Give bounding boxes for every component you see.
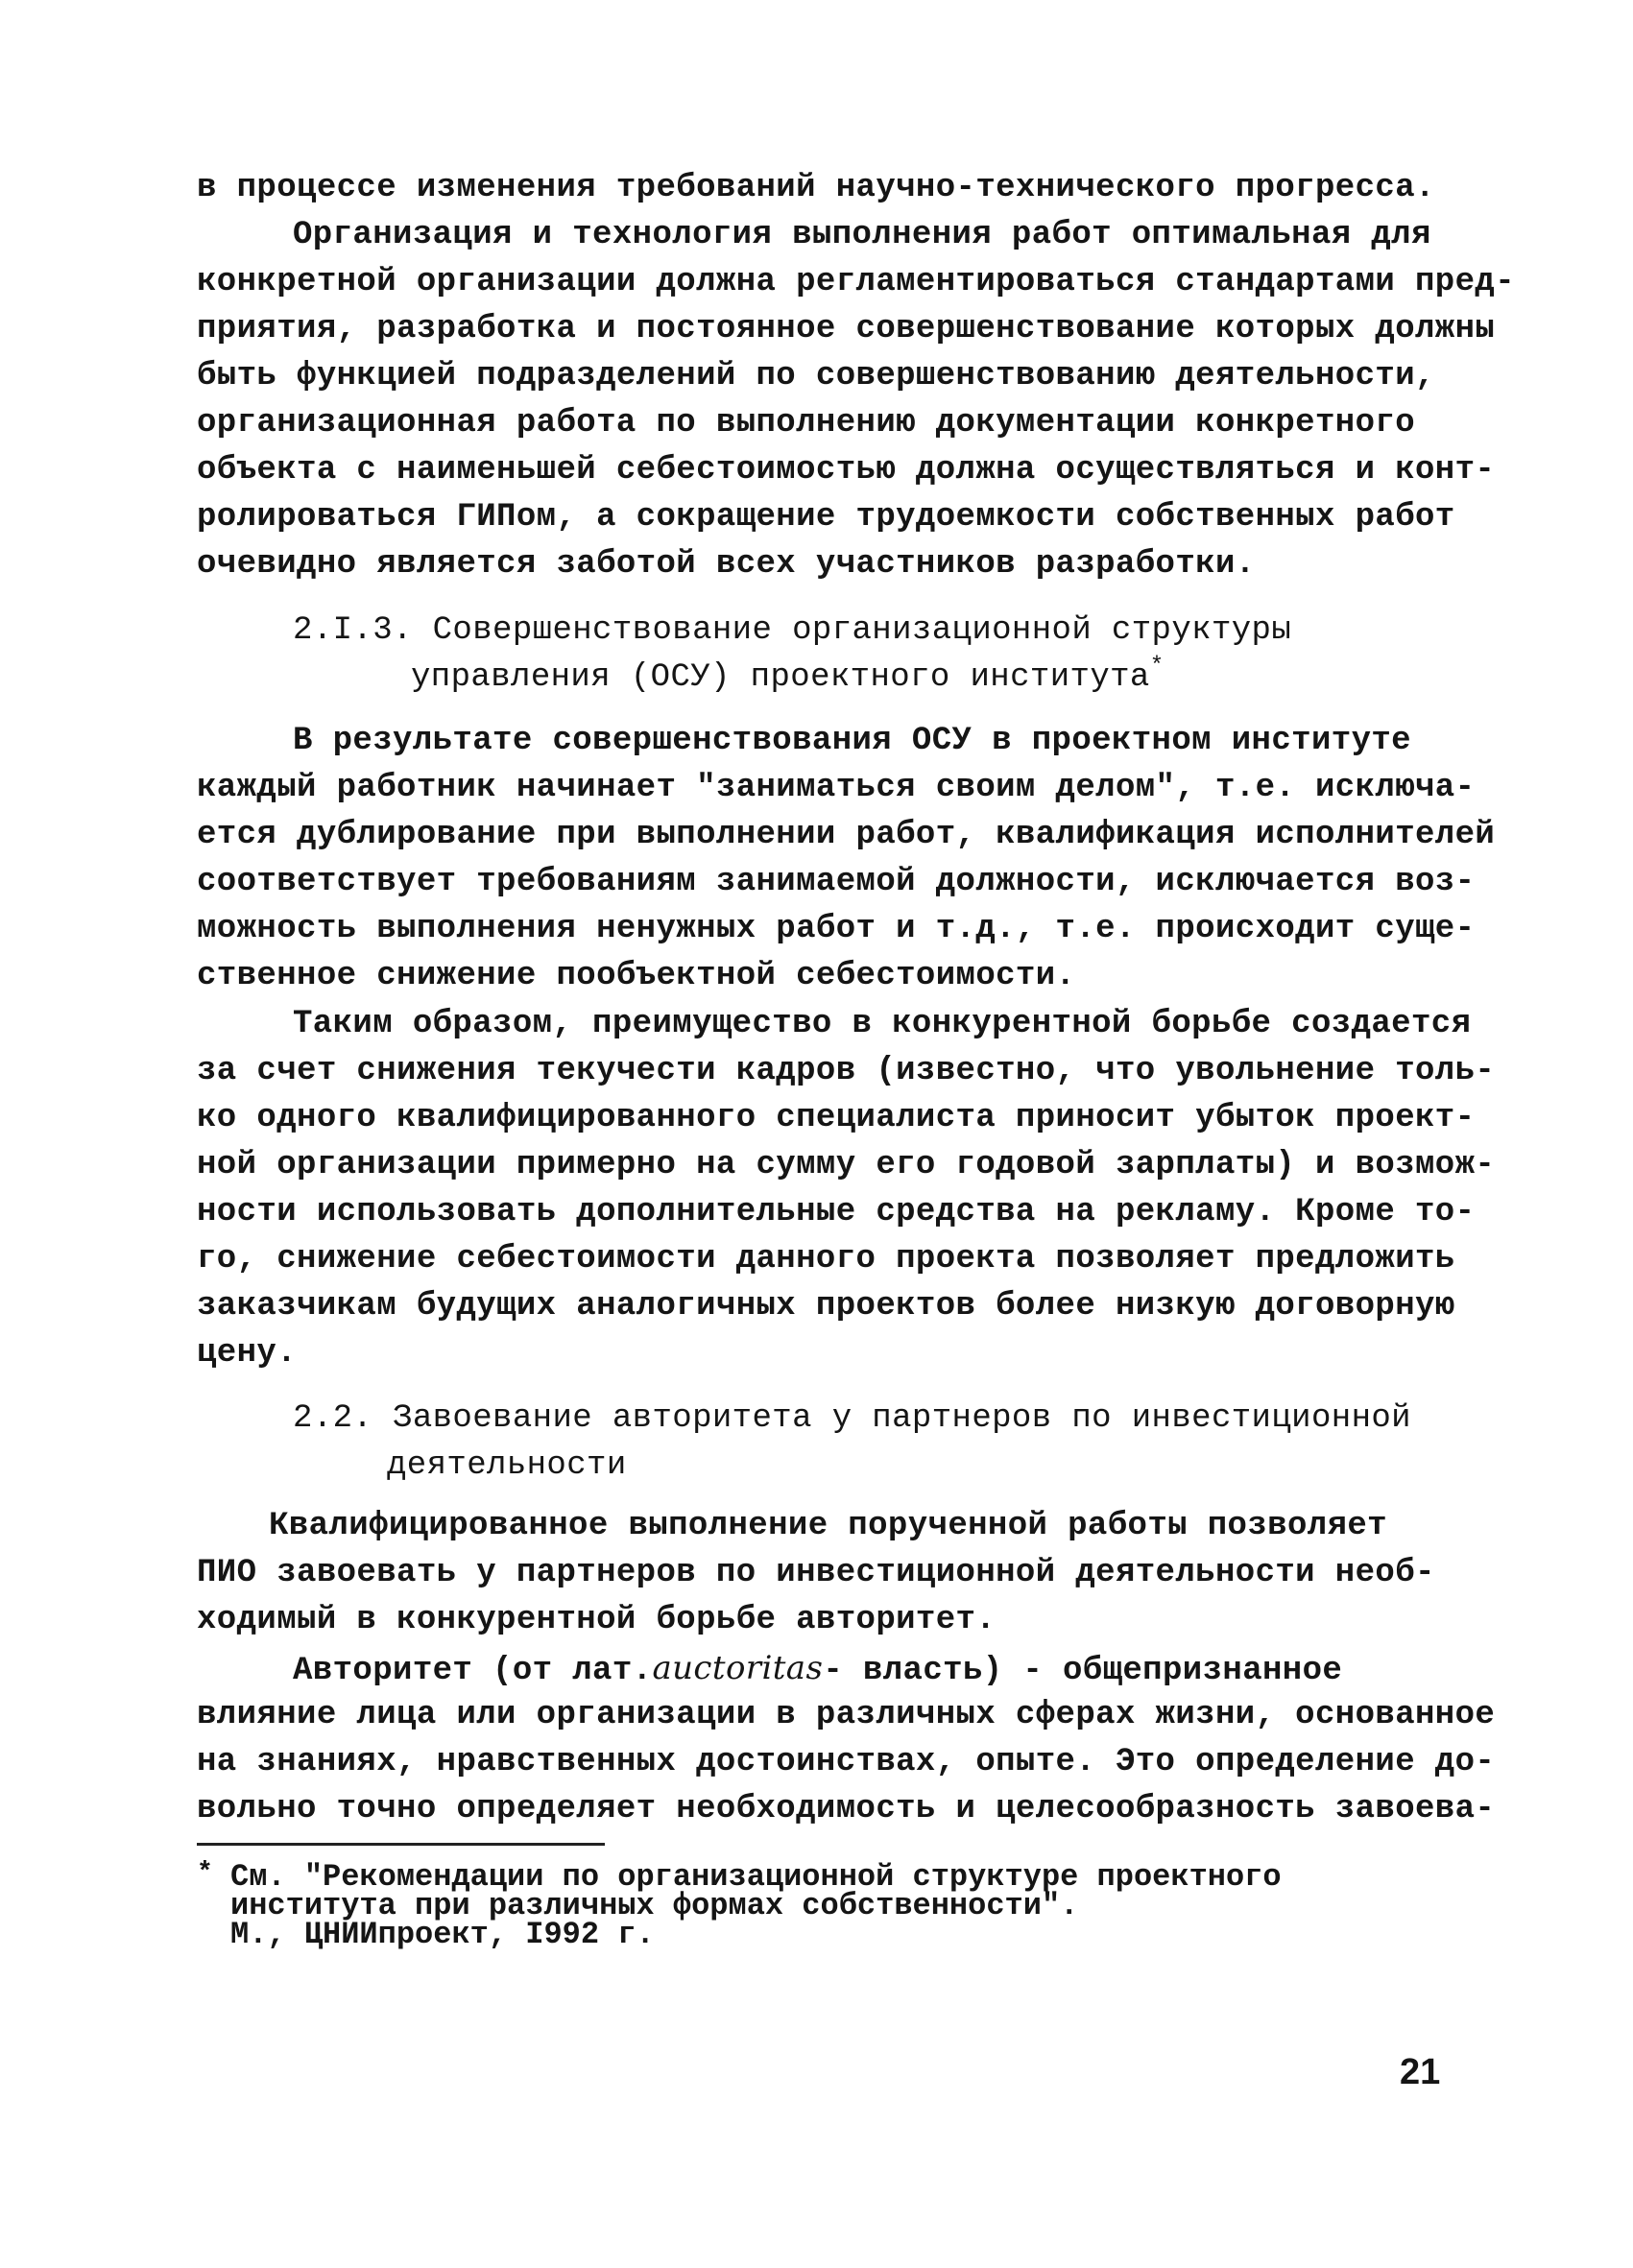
text-line: в процессе изменения требований научно-технического прогресса. — [197, 170, 1435, 206]
text-line: В результате совершенствования ОСУ в проектном институте — [293, 723, 1411, 759]
text-line: объекта с наименьшей себестоимостью должна осуществляться и конт- — [197, 452, 1496, 489]
text-line: организационная работа по выполнению документации конкретного — [197, 405, 1416, 442]
text-line: ется дублирование при выполнении работ, квалификация исполнителей — [197, 817, 1496, 853]
text-line: вольно точно определяет необходимость и целесообразность завоева- — [197, 1791, 1496, 1827]
section-heading-2-1-3: 2.I.3. Совершенствование организационной структуры — [293, 612, 1292, 649]
text-line: ПИО завоевать у партнеров по инвестиционной деятельности необ- — [197, 1555, 1435, 1591]
text-line: заказчикам будущих аналогичных проектов более низкую договорную — [197, 1288, 1455, 1325]
section-heading-2-1-3-continued — [411, 654, 1165, 700]
text-fragment: - власть) - общепризнанное — [823, 1653, 1343, 1689]
text-line: влияние лица или организации в различных сферах жизни, основанное — [197, 1697, 1496, 1733]
text-line: можность выполнения ненужных работ и т.д., т.е. происходит суще- — [197, 911, 1476, 947]
text-line-with-latin-term — [293, 1649, 1342, 1690]
section-heading-2-2-continued: деятельности — [387, 1447, 627, 1484]
footnote-line: М., ЦНИИпроект, I992 г. — [230, 1917, 655, 1952]
section-heading-2-2: 2.2. Завоевание авторитета у партнеров по инвестиционной — [293, 1400, 1411, 1437]
text-line: быть функцией подразделений по совершенствованию деятельности, — [197, 358, 1435, 394]
text-line: конкретной организации должна регламентироваться стандартами пред- — [197, 264, 1516, 300]
text-fragment: Авторитет (от лат. — [293, 1653, 653, 1689]
text-line: го, снижение себестоимости данного проекта позволяет предложить — [197, 1241, 1455, 1277]
text-line: ной организации примерно на сумму его годовой зарплаты) и возмож- — [197, 1147, 1496, 1183]
footnote-separator — [197, 1843, 605, 1846]
text-line: ности использовать дополнительные средства на рекламу. Кроме то- — [197, 1194, 1476, 1230]
text-line: ролироваться ГИПом, а сокращение трудоемкости собственных работ — [197, 499, 1455, 536]
text-line: Таким образом, преимущество в конкурентной борьбе создается — [293, 1006, 1472, 1042]
text-line: Квалифицированное выполнение порученной работы позволяет — [269, 1508, 1387, 1544]
text-line: Организация и технология выполнения работ оптимальная для — [293, 217, 1431, 253]
text-line: цену. — [197, 1335, 298, 1372]
page-number: 21 — [1400, 2052, 1441, 2092]
text-line: очевидно является заботой всех участников разработки. — [197, 546, 1256, 583]
heading-text: управления (ОСУ) проектного института — [411, 659, 1150, 696]
text-line: каждый работник начинает "заниматься своим делом", т.е. исключа- — [197, 770, 1476, 806]
latin-term: auctoritas — [652, 1649, 824, 1687]
text-line: ственное снижение пообъектной себестоимости. — [197, 958, 1076, 994]
text-line: соответствует требованиям занимаемой должности, исключается воз- — [197, 864, 1476, 900]
text-line: на знаниях, нравственных достоинствах, опыте. Это определение до- — [197, 1744, 1496, 1780]
footnote-line: института при различных формах собственности". — [230, 1888, 1079, 1923]
text-line: за счет снижения текучести кадров (известно, что увольнение толь- — [197, 1053, 1496, 1089]
footnote-reference-mark: * — [1149, 654, 1165, 680]
text-line: ко одного квалифицированного специалиста приносит убыток проект- — [197, 1100, 1476, 1136]
text-line: ходимый в конкурентной борьбе авторитет. — [197, 1602, 997, 1638]
text-line: приятия, разработка и постоянное совершенствование которых должны — [197, 311, 1496, 347]
footnote-mark: * — [197, 1858, 213, 1888]
footnote-line: См. "Рекомендации по организационной структуре проектного — [230, 1859, 1282, 1895]
